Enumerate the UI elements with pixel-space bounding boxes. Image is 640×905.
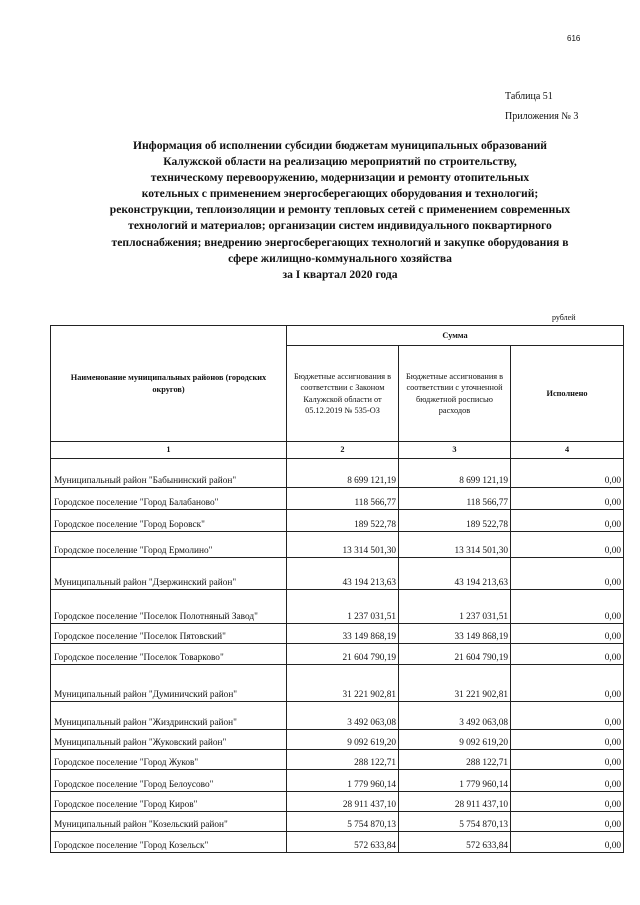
subsidy-table <box>50 325 624 853</box>
row-value-col3: 33 149 868,19 <box>399 624 511 644</box>
row-value-col4: 0,00 <box>511 510 624 532</box>
appendix-label: Приложения № 3 <box>505 111 579 122</box>
row-value-col3: 28 911 437,10 <box>399 792 511 812</box>
row-value-col4: 0,00 <box>511 770 624 792</box>
row-name: Муниципальный район "Жуковский район" <box>51 730 287 750</box>
row-value-col2: 13 314 501,30 <box>287 532 399 558</box>
row-value-col3: 31 221 902,81 <box>399 665 511 702</box>
table-row <box>51 558 624 590</box>
row-value-col3: 189 522,78 <box>399 510 511 532</box>
col-number: 2 <box>287 442 399 459</box>
row-value-col4: 0,00 <box>511 558 624 590</box>
row-name: Муниципальный район "Думиничский район" <box>51 665 287 702</box>
row-value-col3: 118 566,77 <box>399 488 511 510</box>
table-label: Таблица 51 <box>505 91 553 102</box>
table-row <box>51 488 624 510</box>
row-value-col4: 0,00 <box>511 665 624 702</box>
row-value-col2: 5 754 870,13 <box>287 812 399 832</box>
row-value-col4: 0,00 <box>511 730 624 750</box>
table-row <box>51 792 624 812</box>
header-col4: Исполнено <box>511 346 624 442</box>
header-sum: Сумма <box>287 326 624 346</box>
row-value-col3: 1 237 031,51 <box>399 590 511 624</box>
row-value-col3: 13 314 501,30 <box>399 532 511 558</box>
row-value-col3: 21 604 790,19 <box>399 644 511 665</box>
table-row <box>51 750 624 770</box>
title-line: за I квартал 2020 года <box>282 267 398 281</box>
row-value-col2: 21 604 790,19 <box>287 644 399 665</box>
col-number: 1 <box>51 442 287 459</box>
row-value-col2: 1 779 960,14 <box>287 770 399 792</box>
row-value-col3: 3 492 063,08 <box>399 702 511 730</box>
title-line: Калужской области на реализацию мероприятий по строительству, <box>163 155 517 169</box>
row-value-col2: 33 149 868,19 <box>287 624 399 644</box>
row-value-col2: 1 237 031,51 <box>287 590 399 624</box>
row-name: Городское поселение "Город Козельск" <box>51 832 287 853</box>
row-value-col3: 1 779 960,14 <box>399 770 511 792</box>
row-name: Городское поселение "Поселок Пятовский" <box>51 624 287 644</box>
row-name: Городское поселение "Поселок Полотняный Завод" <box>51 590 287 624</box>
title-line: котельных с применением энергосберегающих оборудования и технологий; <box>141 187 539 201</box>
col-number: 3 <box>399 442 511 459</box>
row-name: Муниципальный район "Козельский район" <box>51 812 287 832</box>
table-row <box>51 665 624 702</box>
row-value-col4: 0,00 <box>511 459 624 488</box>
header-col2: Бюджетные ассигнования в соответствии с Законом Калужской области от 05.12.2019 № 535-ОЗ <box>287 346 399 442</box>
title-line: техническому перевооружению, модернизации и ремонту отопительных <box>150 171 530 185</box>
row-value-col2: 288 122,71 <box>287 750 399 770</box>
table-row <box>51 812 624 832</box>
table-row <box>51 590 624 624</box>
row-value-col3: 5 754 870,13 <box>399 812 511 832</box>
row-value-col2: 189 522,78 <box>287 510 399 532</box>
row-name: Муниципальный район "Жиздринский район" <box>51 702 287 730</box>
document-title <box>20 138 640 283</box>
row-name: Городское поселение "Город Балабаново" <box>51 488 287 510</box>
row-value-col4: 0,00 <box>511 792 624 812</box>
table-row <box>51 832 624 853</box>
row-name: Муниципальный район "Бабынинский район" <box>51 459 287 488</box>
header-name: Наименование муниципальных районов (городских округов) <box>51 326 287 442</box>
row-value-col3: 9 092 619,20 <box>399 730 511 750</box>
row-value-col4: 0,00 <box>511 624 624 644</box>
row-value-col2: 9 092 619,20 <box>287 730 399 750</box>
row-value-col3: 288 122,71 <box>399 750 511 770</box>
row-value-col2: 43 194 213,63 <box>287 558 399 590</box>
row-value-col2: 8 699 121,19 <box>287 459 399 488</box>
row-name: Городское поселение "Город Ермолино" <box>51 532 287 558</box>
row-value-col4: 0,00 <box>511 488 624 510</box>
row-name: Городское поселение "Город Боровск" <box>51 510 287 532</box>
table-row <box>51 624 624 644</box>
title-line: сфере жилищно-коммунального хозяйства <box>228 251 452 265</box>
row-name: Городское поселение "Город Жуков" <box>51 750 287 770</box>
title-line: технологий и материалов; организации систем индивидуального поквартирного <box>128 219 552 233</box>
table-row <box>51 644 624 665</box>
table-row <box>51 702 624 730</box>
row-name: Муниципальный район "Дзержинский район" <box>51 558 287 590</box>
row-value-col2: 572 633,84 <box>287 832 399 853</box>
row-value-col4: 0,00 <box>511 644 624 665</box>
row-value-col2: 28 911 437,10 <box>287 792 399 812</box>
row-value-col2: 31 221 902,81 <box>287 665 399 702</box>
row-value-col4: 0,00 <box>511 702 624 730</box>
title-line: реконструкции, теплоизоляции и ремонту тепловых сетей с применением современных <box>109 203 571 217</box>
row-name: Городское поселение "Город Киров" <box>51 792 287 812</box>
col-number: 4 <box>511 442 624 459</box>
row-value-col3: 8 699 121,19 <box>399 459 511 488</box>
table-row <box>51 770 624 792</box>
row-value-col4: 0,00 <box>511 812 624 832</box>
row-value-col2: 118 566,77 <box>287 488 399 510</box>
page-number: 616 <box>567 34 581 43</box>
units-label: рублей <box>552 313 576 322</box>
table-row <box>51 459 624 488</box>
row-value-col4: 0,00 <box>511 532 624 558</box>
row-value-col4: 0,00 <box>511 590 624 624</box>
row-value-col4: 0,00 <box>511 832 624 853</box>
row-value-col3: 43 194 213,63 <box>399 558 511 590</box>
row-value-col3: 572 633,84 <box>399 832 511 853</box>
row-name: Городское поселение "Поселок Товарково" <box>51 644 287 665</box>
title-line: Информация об исполнении субсидии бюджетам муниципальных образований <box>132 139 547 152</box>
row-name: Городское поселение "Город Белоусово" <box>51 770 287 792</box>
table-row <box>51 730 624 750</box>
title-line: теплоснабжения; внедрению энергосберегающих технологий и закупке оборудования в <box>111 235 569 249</box>
row-value-col4: 0,00 <box>511 750 624 770</box>
table-row <box>51 510 624 532</box>
table-row <box>51 532 624 558</box>
row-value-col2: 3 492 063,08 <box>287 702 399 730</box>
header-col3: Бюджетные ассигнования в соответствии с уточненной бюджетной росписью расходов <box>399 346 511 442</box>
